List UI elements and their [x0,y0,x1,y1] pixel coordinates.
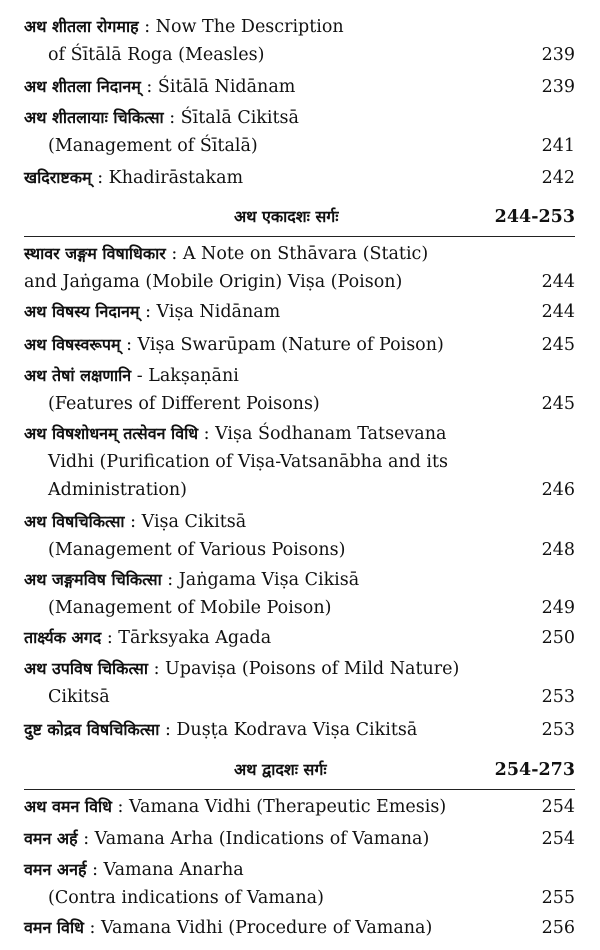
english-title: : Viṣa Nidānam [139,302,281,322]
english-title: : Śitālā Nidānam [140,77,296,97]
toc-entry [24,624,575,652]
sanskrit-title: वमन अर्ह [24,829,78,848]
toc-entry [24,240,575,296]
page-number: 254 [541,829,575,849]
page-number: 244 [541,302,575,322]
page-number: 245 [541,335,575,355]
sanskrit-title: दुष्ट कोद्रव विषचिकित्सा [24,720,160,739]
page-number: 249 [541,598,575,618]
sanskrit-title: अथ वमन विधि [24,797,112,816]
page-number: 246 [541,480,575,500]
page-number: 254 [541,797,575,817]
toc-entry [24,914,575,942]
english-title: : Duṣṭa Kodrava Viṣa Cikitsā [159,720,418,740]
section-divider [24,236,575,237]
toc-entry [24,716,575,744]
section-title: अथ द्वादशः सर्गः [234,760,327,779]
page-number: 253 [541,720,575,740]
section-page-range: 244-253 [494,207,575,227]
toc-entry [24,793,575,821]
toc-entry [24,825,575,853]
sanskrit-title: अथ उपविष चिकित्सा [24,659,149,678]
english-title: : Upaviṣa (Poisons of Mild Nature) [148,659,460,679]
toc-entry [24,566,575,622]
toc-entry [24,298,575,326]
toc-entry [24,164,575,192]
sanskrit-title: वमन विधि [24,918,84,937]
sanskrit-title: अथ शीतला निदानम् [24,77,141,96]
entry-continuation: and Jaṅgama (Mobile Origin) Viṣa (Poison) [24,272,403,292]
page-number: 242 [541,168,575,188]
page-number: 239 [541,77,575,97]
sanskrit-title: अथ विषशोधनम् तत्सेवन विधि [24,424,199,443]
sanskrit-title: अथ विषचिकित्सा [24,512,125,531]
english-title: : Vamana Vidhi (Therapeutic Emesis) [111,797,447,817]
page-number: 255 [541,888,575,908]
sanskrit-title: खदिराष्टकम् [24,168,92,187]
sanskrit-title: वमन अनर्ह [24,860,87,879]
toc-entry [24,104,575,160]
entry-continuation: (Contra indications of Vamana) [48,888,324,908]
english-title: : Vamana Anarha [86,860,244,880]
sanskrit-title: अथ शीतलायाः चिकित्सा [24,108,164,127]
toc-entry [24,331,575,359]
english-title: : Tārksyaka Agada [101,628,272,648]
entry-continuation: (Features of Different Poisons) [48,394,320,414]
english-title: : Viṣa Cikitsā [124,512,247,532]
entry-continuation: (Management of Various Poisons) [48,540,346,560]
english-title: : Vamana Vidhi (Procedure of Vamana) [83,918,433,938]
page-number: 244 [541,272,575,292]
section-title: अथ एकादशः सर्गः [234,207,339,226]
entry-continuation: (Management of Śītalā) [48,136,258,156]
page-number: 241 [541,136,575,156]
toc-entry [24,13,575,69]
english-title: : Jaṅgama Viṣa Cikisā [161,570,360,590]
page-number: 250 [541,628,575,648]
section-divider [24,789,575,790]
sanskrit-title: अथ तेषां लक्षणानि [24,366,132,385]
page-number: 256 [541,918,575,938]
english-title: - Lakṣaṇāni [131,366,239,386]
entry-continuation: Vidhi (Purification of Viṣa-Vatsanābha and its [48,452,449,472]
page-number: 248 [541,540,575,560]
entry-continuation: Cikitsā [48,687,110,707]
toc-entry [24,508,575,564]
toc-entry [24,856,575,912]
english-title: : A Note on Sthāvara (Static) [165,244,429,264]
page-number: 245 [541,394,575,414]
english-title: : Now The Description [138,17,344,37]
sanskrit-title: अथ शीतला रोगमाह [24,17,139,36]
toc-entry [24,420,575,504]
toc-entry [24,655,575,711]
page-number: 253 [541,687,575,707]
entry-continuation: (Management of Mobile Poison) [48,598,332,618]
sanskrit-title: अथ जङ्गमविष चिकित्सा [24,570,162,589]
entry-continuation: Administration) [48,480,187,500]
toc-entry [24,73,575,101]
english-title: : Viṣa Swarūpam (Nature of Poison) [120,335,444,355]
sanskrit-title: स्थावर जङ्गम विषाधिकार [24,244,166,263]
toc-entry [24,362,575,418]
english-title: : Viṣa Śodhanam Tatsevana [198,424,447,444]
english-title: : Śītalā Cikitsā [163,108,299,128]
sanskrit-title: तार्क्ष्यक अगद [24,628,102,647]
sanskrit-title: अथ विषस्य निदानम् [24,302,140,321]
sanskrit-title: अथ विषस्वरूपम् [24,335,121,354]
english-title: : Vamana Arha (Indications of Vamana) [77,829,430,849]
english-title: : Khadirāstakam [91,168,244,188]
section-page-range: 254-273 [494,760,575,780]
entry-continuation: of Śītālā Roga (Measles) [48,45,265,65]
page-number: 239 [541,45,575,65]
